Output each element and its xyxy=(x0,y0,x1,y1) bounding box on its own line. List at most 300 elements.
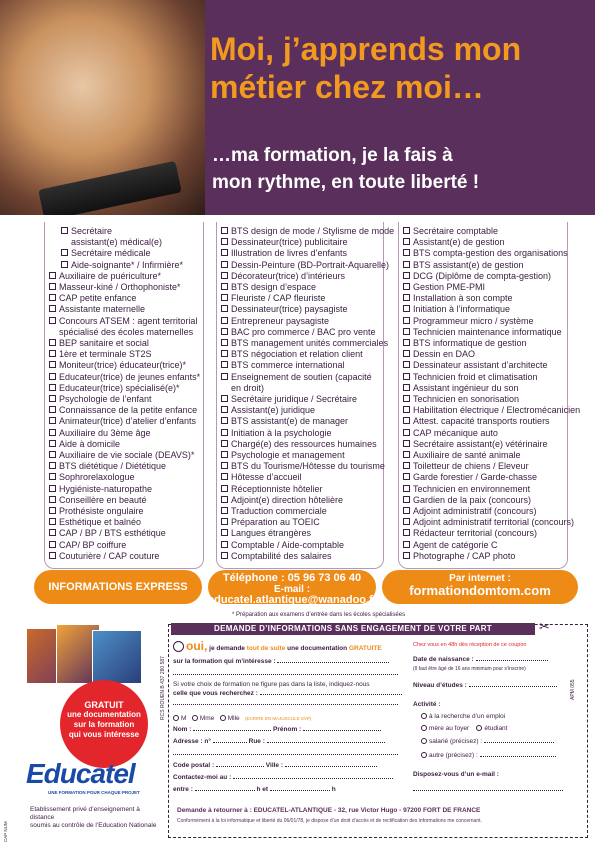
course-item[interactable] xyxy=(403,237,567,248)
course-checkbox[interactable] xyxy=(61,227,68,234)
course-checkbox[interactable] xyxy=(49,339,56,346)
course-label: Illustration de livres d’enfants xyxy=(231,248,348,259)
course-checkbox[interactable] xyxy=(49,317,56,324)
email-question-label: Disposez-vous d’un e-mail : xyxy=(413,771,499,778)
course-label: Auxiliaire de santé animale xyxy=(413,450,521,461)
course-checkbox[interactable] xyxy=(403,429,410,436)
course-checkbox[interactable] xyxy=(403,339,410,346)
course-item[interactable] xyxy=(49,484,203,495)
course-checkbox[interactable] xyxy=(403,305,410,312)
prenom-input[interactable] xyxy=(303,725,381,731)
course-label: BTS design de mode / Stylisme de mode xyxy=(231,226,395,236)
course-checkbox[interactable] xyxy=(403,440,410,447)
course-item[interactable] xyxy=(403,450,567,461)
course-label: Traduction commerciale xyxy=(231,506,327,517)
course-checkbox[interactable] xyxy=(403,552,410,559)
course-checkbox[interactable] xyxy=(49,473,56,480)
naissance-input[interactable] xyxy=(476,655,548,661)
nom-input[interactable] xyxy=(193,725,271,731)
course-checkbox[interactable] xyxy=(49,507,56,514)
website-bar[interactable] xyxy=(382,570,578,604)
coupon-title: DEMANDE D’INFORMATIONS SANS ENGAGEMENT DE VOTRE PART xyxy=(171,623,535,635)
course-label: Garde forestier / Garde-chasse xyxy=(413,472,538,483)
course-label: Assistant(e) de gestion xyxy=(413,237,505,248)
course-item[interactable] xyxy=(49,260,203,271)
course-checkbox[interactable] xyxy=(403,451,410,458)
course-label: CAP/ BP coiffure xyxy=(59,539,127,550)
course-checkbox[interactable] xyxy=(403,507,410,514)
course-label: Masseur-kiné / Orthophoniste* xyxy=(59,282,181,293)
course-item[interactable] xyxy=(49,338,203,349)
course-item[interactable] xyxy=(221,271,383,282)
course-label: assistant(e) médical(e) xyxy=(71,237,163,248)
telephone-input[interactable] xyxy=(233,773,393,779)
course-item[interactable] xyxy=(403,405,581,416)
naissance-line xyxy=(413,655,548,664)
course-item[interactable] xyxy=(49,461,203,472)
course-item[interactable] xyxy=(403,372,567,383)
badge-line-2: une documentation xyxy=(67,710,141,719)
course-checkbox[interactable] xyxy=(221,373,228,380)
course-checkbox[interactable] xyxy=(49,451,56,458)
course-label: BTS compta-gestion des organisations xyxy=(413,248,568,259)
course-checkbox[interactable] xyxy=(403,350,410,357)
radio-mme[interactable] xyxy=(192,715,198,721)
course-item[interactable] xyxy=(221,405,383,416)
course-label: Secrétaire xyxy=(71,226,113,236)
course-checkbox[interactable] xyxy=(221,227,228,234)
course-checkbox[interactable] xyxy=(221,440,228,447)
course-checkbox[interactable] xyxy=(49,485,56,492)
course-item[interactable] xyxy=(49,450,203,461)
course-label: Connaissance de la petite enfance xyxy=(59,405,198,416)
oui-text-4: GRATUITE xyxy=(348,645,382,652)
rcs-number: RCS ROUEN B 437 280 587 xyxy=(160,656,166,720)
course-checkbox[interactable] xyxy=(221,350,228,357)
course-item[interactable] xyxy=(403,416,567,427)
course-item[interactable] xyxy=(221,226,395,237)
course-checkbox[interactable] xyxy=(221,249,228,256)
nom-line xyxy=(173,725,381,734)
autre-input[interactable] xyxy=(480,751,556,757)
course-item[interactable] xyxy=(403,293,567,304)
code-postal-input[interactable] xyxy=(216,761,264,767)
course-item[interactable] xyxy=(221,327,383,338)
course-checkbox[interactable] xyxy=(403,238,410,245)
oui-text-1: je demande xyxy=(209,645,245,652)
course-label: CAP mécanique auto xyxy=(413,427,498,438)
course-label: Auxiliaire de puériculture* xyxy=(59,270,162,281)
email-input[interactable] xyxy=(413,785,563,791)
course-checkbox[interactable] xyxy=(403,272,410,279)
course-label: Hôtesse d’accueil xyxy=(231,472,302,483)
act-emploi-label: à la recherche d’un emploi xyxy=(429,713,506,720)
course-checkbox[interactable] xyxy=(49,462,56,469)
course-label: Habilitation électrique / Electromécanicien xyxy=(413,405,581,416)
course-item[interactable] xyxy=(49,293,203,304)
course-item[interactable] xyxy=(403,248,567,259)
course-item[interactable] xyxy=(221,349,383,360)
formation-input-2[interactable] xyxy=(173,669,398,675)
course-label: Educateur(trice) de jeunes enfants* xyxy=(59,371,201,382)
course-label: CAP petite enfance xyxy=(59,293,137,304)
course-item[interactable] xyxy=(403,517,575,528)
course-label: Conseillère en beauté xyxy=(59,494,147,505)
majuscule-note: (ECRIRE EN MAJUSCULE SVP) xyxy=(245,716,312,721)
course-item[interactable] xyxy=(221,439,383,450)
course-item[interactable] xyxy=(403,528,567,539)
course-checkbox[interactable] xyxy=(221,261,228,268)
course-label: Préparation au TOEIC xyxy=(231,517,320,528)
course-item[interactable] xyxy=(403,495,567,506)
course-item[interactable] xyxy=(403,394,567,405)
numero-input[interactable] xyxy=(213,737,247,743)
course-label: Aide-soignante* / Infirmière* xyxy=(71,259,184,270)
course-item[interactable] xyxy=(49,372,203,383)
course-checkbox[interactable] xyxy=(221,417,228,424)
course-label: BTS informatique de gestion xyxy=(413,338,527,349)
course-label: Assistant ingénieur du son xyxy=(413,382,519,393)
course-item[interactable] xyxy=(221,517,383,528)
course-item[interactable] xyxy=(49,248,203,259)
course-checkbox[interactable] xyxy=(221,283,228,290)
course-item[interactable] xyxy=(49,439,203,450)
course-label: Dessin en DAO xyxy=(413,349,476,360)
entre-label: entre : xyxy=(173,786,193,793)
course-item[interactable] xyxy=(49,551,203,562)
course-item[interactable] xyxy=(49,416,203,427)
course-item[interactable] xyxy=(403,282,567,293)
course-checkbox[interactable] xyxy=(221,406,228,413)
course-item[interactable] xyxy=(221,259,390,271)
formation-label: sur la formation qui m’intéresse : xyxy=(173,658,276,665)
course-checkbox[interactable] xyxy=(221,317,228,324)
code-postal-label: Code postal : xyxy=(173,762,215,769)
course-item[interactable] xyxy=(49,349,203,360)
establishment-note xyxy=(30,806,160,830)
radio-salarie[interactable] xyxy=(421,738,427,744)
course-checkbox[interactable] xyxy=(49,384,56,391)
subheadline xyxy=(212,142,582,196)
course-label: Toiletteur de chiens / Eleveur xyxy=(413,461,529,472)
etudes-input[interactable] xyxy=(469,681,557,687)
oui-line xyxy=(173,641,382,653)
course-label: DCG (Diplôme de compta-gestion) xyxy=(413,270,552,281)
course-item[interactable] xyxy=(49,472,203,483)
course-item[interactable] xyxy=(49,528,203,539)
course-item[interactable] xyxy=(221,416,383,427)
course-item[interactable] xyxy=(49,327,203,338)
course-item[interactable] xyxy=(221,472,383,483)
course-item[interactable] xyxy=(49,394,203,405)
ville-label: Ville : xyxy=(265,762,284,769)
course-checkbox[interactable] xyxy=(221,339,228,346)
course-checkbox[interactable] xyxy=(221,451,228,458)
course-label: Entrepreneur paysagiste xyxy=(231,315,330,326)
radio-mlle[interactable] xyxy=(220,715,226,721)
course-item[interactable] xyxy=(221,383,383,394)
footnote: * Préparation aux examens d’entrée dans les écoles spécialisées xyxy=(232,612,406,618)
radio-m[interactable] xyxy=(173,715,179,721)
course-label: Attest. capacité transports routiers xyxy=(413,416,550,427)
course-checkbox[interactable] xyxy=(403,227,410,234)
radio-emploi[interactable] xyxy=(421,713,427,719)
course-checkbox[interactable] xyxy=(49,395,56,402)
course-checkbox[interactable] xyxy=(49,518,56,525)
course-checkbox[interactable] xyxy=(49,361,56,368)
course-checkbox[interactable] xyxy=(221,395,228,402)
course-item[interactable] xyxy=(49,226,203,237)
course-checkbox[interactable] xyxy=(403,283,410,290)
label-mme: Mme xyxy=(199,715,215,722)
course-checkbox[interactable] xyxy=(221,328,228,335)
course-checkbox[interactable] xyxy=(403,417,410,424)
course-checkbox[interactable] xyxy=(221,238,228,245)
course-label: Comptabilité des salaires xyxy=(231,550,332,561)
course-item[interactable] xyxy=(221,372,383,383)
course-checkbox[interactable] xyxy=(221,552,228,559)
course-item[interactable] xyxy=(221,506,383,517)
course-checkbox[interactable] xyxy=(403,328,410,335)
header-banner xyxy=(0,0,595,215)
badge-line-1: GRATUIT xyxy=(84,700,124,710)
course-checkbox[interactable] xyxy=(49,440,56,447)
email-dots xyxy=(413,785,563,794)
course-item[interactable] xyxy=(221,540,383,551)
course-item[interactable] xyxy=(221,551,383,562)
course-item[interactable] xyxy=(49,316,203,327)
course-item[interactable] xyxy=(403,349,567,360)
course-item[interactable] xyxy=(49,383,203,394)
course-label: Langues étrangères xyxy=(231,528,312,539)
course-item[interactable] xyxy=(49,495,203,506)
course-item[interactable] xyxy=(403,472,567,483)
course-item[interactable] xyxy=(221,528,383,539)
course-checkbox[interactable] xyxy=(49,305,56,312)
oui-checkbox[interactable] xyxy=(173,641,184,652)
course-label: Hygiéniste-naturopathe xyxy=(59,483,153,494)
headline-line-1: Moi, j’apprends mon xyxy=(210,31,522,67)
course-checkbox[interactable] xyxy=(49,552,56,559)
adresse-input-2[interactable] xyxy=(173,749,398,755)
headline xyxy=(210,30,590,106)
course-checkbox[interactable] xyxy=(403,249,410,256)
course-checkbox[interactable] xyxy=(221,462,228,469)
choix-text-1: Si votre choix de formation ne figure pas dans la liste, indiquez-nous xyxy=(173,681,370,688)
course-checkbox[interactable] xyxy=(403,373,410,380)
course-item[interactable] xyxy=(221,461,383,472)
course-item[interactable] xyxy=(221,484,383,495)
course-label: Auxiliaire du 3ème âge xyxy=(59,427,151,438)
course-item[interactable] xyxy=(403,271,567,282)
course-label: CAP / BP / BTS esthétique xyxy=(59,528,166,539)
course-item[interactable] xyxy=(49,304,203,315)
course-checkbox[interactable] xyxy=(403,294,410,301)
course-checkbox[interactable] xyxy=(403,485,410,492)
course-label: Photographe / CAP photo xyxy=(413,550,516,561)
course-item[interactable] xyxy=(221,428,383,439)
course-checkbox[interactable] xyxy=(403,473,410,480)
course-checkbox[interactable] xyxy=(403,261,410,268)
radio-mere-au-foyer[interactable] xyxy=(421,725,427,731)
course-checkbox[interactable] xyxy=(49,294,56,301)
course-checkbox[interactable] xyxy=(403,406,410,413)
course-item[interactable] xyxy=(49,517,203,528)
course-item[interactable] xyxy=(49,540,203,551)
course-checkbox[interactable] xyxy=(221,429,228,436)
course-checkbox[interactable] xyxy=(403,496,410,503)
course-checkbox[interactable] xyxy=(403,384,410,391)
course-label: Secrétaire médicale xyxy=(71,248,151,259)
course-checkbox[interactable] xyxy=(61,261,68,268)
course-label: BTS négociation et relation client xyxy=(231,349,363,360)
course-label: Installation à son compte xyxy=(413,293,513,304)
course-item[interactable] xyxy=(403,226,567,237)
course-label: Aide à domicile xyxy=(59,438,121,449)
course-item[interactable] xyxy=(403,439,567,450)
course-label: Moniteur(trice) éducateur(trice)* xyxy=(59,360,187,371)
formation-line xyxy=(173,657,389,666)
formation-input[interactable] xyxy=(277,657,389,663)
course-item[interactable] xyxy=(403,484,567,495)
course-label: Dessinateur assistant d’architecte xyxy=(413,360,548,371)
course-checkbox[interactable] xyxy=(403,317,410,324)
course-item[interactable] xyxy=(49,360,203,371)
salarie-input[interactable] xyxy=(484,737,554,743)
course-item[interactable] xyxy=(403,327,567,338)
radio-autre[interactable] xyxy=(421,752,427,758)
course-item[interactable] xyxy=(403,260,567,271)
radio-etudiant[interactable] xyxy=(476,725,482,731)
course-checkbox[interactable] xyxy=(221,518,228,525)
course-checkbox[interactable] xyxy=(49,350,56,357)
course-label: Décorateur(trice) d’intérieurs xyxy=(231,270,346,281)
course-item[interactable] xyxy=(403,428,567,439)
email-link[interactable]: educatel.atlantique@wanadoo.fr xyxy=(208,594,378,606)
course-checkbox[interactable] xyxy=(221,485,228,492)
badge-line-3: sur la formation xyxy=(73,720,135,729)
heure-debut-input[interactable] xyxy=(195,785,255,791)
course-item[interactable] xyxy=(221,495,383,506)
badge-line-4: qui vous intéresse xyxy=(68,730,140,739)
course-checkbox[interactable] xyxy=(49,496,56,503)
course-item[interactable] xyxy=(403,383,567,394)
course-label: Comptable / Aide-comptable xyxy=(231,539,345,550)
course-item[interactable] xyxy=(49,506,203,517)
course-item[interactable] xyxy=(403,304,567,315)
course-checkbox[interactable] xyxy=(49,406,56,413)
course-checkbox[interactable] xyxy=(221,305,228,312)
heure-fin-input[interactable] xyxy=(270,785,330,791)
course-item[interactable] xyxy=(49,405,203,416)
course-item[interactable] xyxy=(403,551,567,562)
activite-row-4 xyxy=(421,751,556,760)
course-checkbox[interactable] xyxy=(221,529,228,536)
course-label: Secrétaire juridique / Secrétaire xyxy=(231,394,358,405)
email-label: E-mail : xyxy=(273,584,311,595)
course-item[interactable] xyxy=(403,506,567,517)
choix-input[interactable] xyxy=(260,689,402,695)
course-item[interactable] xyxy=(221,360,383,371)
course-item[interactable] xyxy=(403,461,567,472)
course-checkbox[interactable] xyxy=(403,518,410,525)
course-item[interactable] xyxy=(221,394,383,405)
course-checkbox[interactable] xyxy=(221,507,228,514)
course-item[interactable] xyxy=(403,540,567,551)
course-item[interactable] xyxy=(49,237,203,248)
course-checkbox[interactable] xyxy=(49,429,56,436)
course-checkbox[interactable] xyxy=(49,283,56,290)
ville-input[interactable] xyxy=(285,761,377,767)
course-item[interactable] xyxy=(403,338,567,349)
course-checkbox[interactable] xyxy=(49,373,56,380)
course-label: Educateur(trice) spécialisé(e)* xyxy=(59,382,180,393)
course-item[interactable] xyxy=(221,304,383,315)
course-label: Technicien froid et climatisation xyxy=(413,371,538,382)
course-item[interactable] xyxy=(221,282,383,293)
course-item[interactable] xyxy=(49,271,203,282)
course-label: Adjoint administratif territorial (concours) xyxy=(413,517,575,528)
course-checkbox[interactable] xyxy=(221,361,228,368)
course-label: BTS du Tourisme/Hôtesse du tourisme xyxy=(231,461,385,472)
naissance-label: Date de naissance : xyxy=(413,656,474,663)
course-label: Programmeur micro / système xyxy=(413,315,534,326)
course-checkbox[interactable] xyxy=(49,529,56,536)
course-checkbox[interactable] xyxy=(403,541,410,548)
course-checkbox[interactable] xyxy=(403,395,410,402)
course-label: BTS commerce international xyxy=(231,360,345,371)
course-checkbox[interactable] xyxy=(49,417,56,424)
choix-input-2[interactable] xyxy=(173,699,398,705)
label-mlle: Mlle xyxy=(227,715,240,722)
course-label: Psychologie de l’enfant xyxy=(59,394,152,405)
course-item[interactable] xyxy=(221,338,389,349)
course-item[interactable] xyxy=(403,316,567,327)
course-item[interactable] xyxy=(221,316,383,327)
loi-mention: Conformément à la loi informatique et liberté du 06/01/78, je dispose d’un droit d’accès et de rectification des informations me concernant. xyxy=(177,818,482,824)
oui-text-2: tout de suite xyxy=(246,645,286,652)
course-item[interactable] xyxy=(403,360,567,371)
course-label: Chargé(e) des ressources humaines xyxy=(231,438,377,449)
course-item[interactable] xyxy=(49,428,203,439)
course-checkbox[interactable] xyxy=(221,473,228,480)
course-column-2 xyxy=(216,222,395,569)
course-checkbox[interactable] xyxy=(49,541,56,548)
course-item[interactable] xyxy=(221,237,383,248)
course-checkbox[interactable] xyxy=(221,541,228,548)
rue-input[interactable] xyxy=(267,737,385,743)
course-item[interactable] xyxy=(221,293,383,304)
course-label: Adjoint administratif (concours) xyxy=(413,506,537,517)
course-checkbox[interactable] xyxy=(403,529,410,536)
course-checkbox[interactable] xyxy=(221,496,228,503)
course-checkbox[interactable] xyxy=(49,272,56,279)
course-checkbox[interactable] xyxy=(403,462,410,469)
course-checkbox[interactable] xyxy=(403,361,410,368)
course-item[interactable] xyxy=(221,450,383,461)
course-label: BEP sanitaire et social xyxy=(59,338,149,349)
course-item[interactable] xyxy=(49,282,203,293)
course-item[interactable] xyxy=(221,248,383,259)
course-checkbox[interactable] xyxy=(221,272,228,279)
nom-label: Nom : xyxy=(173,726,192,733)
course-label: Rédacteur territorial (concours) xyxy=(413,528,538,539)
course-checkbox[interactable] xyxy=(61,249,68,256)
phone-number[interactable]: Téléphone : 05 96 73 06 40 xyxy=(222,572,362,584)
website-link[interactable]: formationdomtom.com xyxy=(409,583,551,598)
course-checkbox[interactable] xyxy=(221,294,228,301)
phone-email-bar[interactable] xyxy=(208,570,376,604)
